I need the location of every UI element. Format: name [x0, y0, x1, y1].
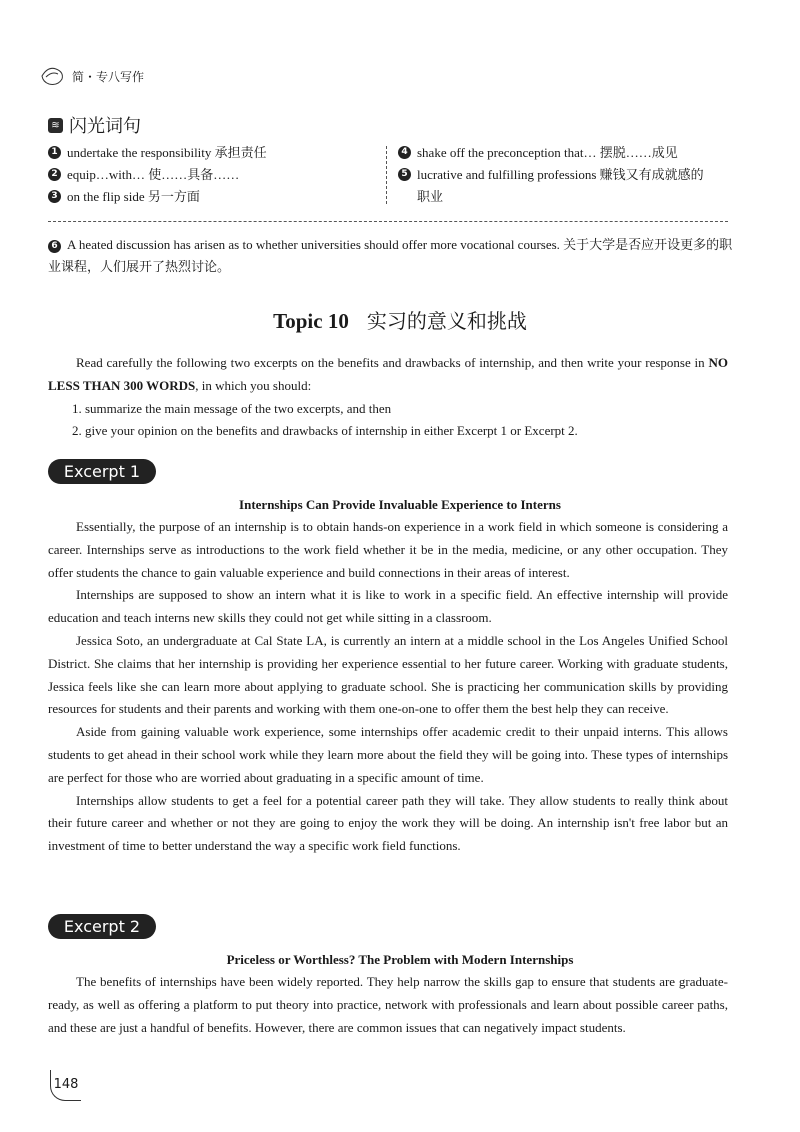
number-badge: 2: [48, 168, 61, 181]
vocab-list-right: [398, 142, 738, 208]
excerpt-2-body: [48, 971, 728, 1039]
intro-text: Read carefully the following two excerpts on the benefits and drawbacks of internship, and then write your response in: [76, 355, 709, 370]
vocab-text: shake off the preconception that… 摆脱……成见: [417, 145, 678, 160]
paragraph: Internships allow students to get a feel for a potential career path they will take. They allow students to really think about their future career and whether or not they are going to enjoy the work they will be doing. An internship isn't free labor but an investment of time to better understand the way a specific work field functions.: [48, 792, 728, 854]
vocab-text: on the flip side 另一方面: [67, 189, 200, 204]
number-badge: 3: [48, 190, 61, 203]
excerpt-1-title: Internships Can Provide Invaluable Experience to Interns: [239, 497, 561, 512]
word-count-requirement: NO LESS THAN 300 WORDS: [48, 355, 728, 393]
paragraph: Internships are supposed to show an intern what it is like to work in a specific field. An effective internship will provide education and teach interns new skills they could not get while sitting in a classroom.: [48, 587, 728, 626]
column-divider: [386, 146, 387, 204]
excerpt-1-badge: Excerpt 1: [48, 459, 156, 484]
excerpt-1-body: [48, 516, 728, 858]
instruction-item: 2. give your opinion on the benefits and drawbacks of internship in either Excerpt 1 or Excerpt 2.: [72, 423, 578, 439]
paragraph: Essentially, the purpose of an internship is to obtain hands-on experience in a work field in which someone is considering a career. Internships serve as introductions to the work field whether it be in the media, medicine, or any other occupation. They offer students the chance to gain valuable experience and build connections in their areas of interest.: [48, 519, 728, 580]
number-badge: 5: [398, 168, 411, 181]
topic-heading: [0, 305, 800, 334]
intro-text-end: , in which you should:: [195, 377, 312, 393]
instructions-intro: [48, 352, 728, 398]
book-stack-icon: ≋: [48, 118, 63, 133]
vocab-item: [48, 164, 378, 186]
vocab-item: [398, 142, 738, 164]
vocab-text: lucrative and fulfilling professions 赚钱又有成就感的: [417, 167, 704, 182]
vocab-item: [48, 142, 378, 164]
header-text: 简・专八写作: [72, 69, 145, 84]
topic-subtitle: 实习的意义和挑战: [366, 309, 527, 333]
section-divider: [48, 221, 728, 222]
sentence-text: A heated discussion has arisen as to whether universities should offer more vocational courses. 关于大学是否应开设更多的职业课程，人们展开了热烈讨论。: [48, 237, 733, 274]
highlight-sentence: [48, 234, 736, 278]
vocab-item: [398, 164, 738, 186]
running-header: [40, 64, 144, 88]
vocab-title: 闪光词句: [69, 116, 141, 137]
vocab-item: [398, 186, 738, 208]
excerpt-2-title: Priceless or Worthless? The Problem with Modern Internships: [226, 952, 574, 967]
vocab-list-left: [48, 142, 378, 208]
number-badge: 6: [48, 240, 61, 253]
paragraph: Aside from gaining valuable work experience, some internships offer academic credit to their unpaid interns. This allows students to get ahead in their school work while they learn more about the field they will be going into. These types of internships are perfect for those who are worried about graduating in a specific amount of time.: [48, 724, 728, 785]
instructions: [48, 352, 728, 443]
excerpt-2-badge: Excerpt 2: [48, 914, 156, 939]
vocab-text: equip…with… 使……具备……: [67, 167, 240, 182]
book-logo-icon: [40, 65, 68, 87]
vocab-text: 职业: [417, 189, 444, 204]
paragraph: Jessica Soto, an undergraduate at Cal State LA, is currently an intern at a middle school in the Los Angeles Unified School District. She claims that her internship is providing her experience essential to her future career. Working with graduate students, Jessica feels like she can learn more about applying to graduate school. She is practicing her communication skills by providing resources for students and their parents and working with them one-on-one to offer them the best help they can receive.: [48, 632, 728, 717]
page-number: 148: [50, 1070, 81, 1101]
instruction-item: 1. summarize the main message of the two excerpts, and then: [72, 400, 392, 416]
vocab-text: undertake the responsibility 承担责任: [67, 145, 267, 160]
paragraph: The benefits of internships have been widely reported. They help narrow the skills gap to ensure that students are graduate-ready, as well as offering a platform to put theory into practice, network with professionals and learn about possible career paths, and these are just a handful of benefits. However, there are common issues that can negatively impact students.: [48, 974, 728, 1035]
vocab-heading: [48, 112, 141, 138]
topic-title: Topic 10: [273, 309, 349, 333]
number-badge: 4: [398, 146, 411, 159]
vocab-item: [48, 186, 378, 208]
number-badge: 1: [48, 146, 61, 159]
